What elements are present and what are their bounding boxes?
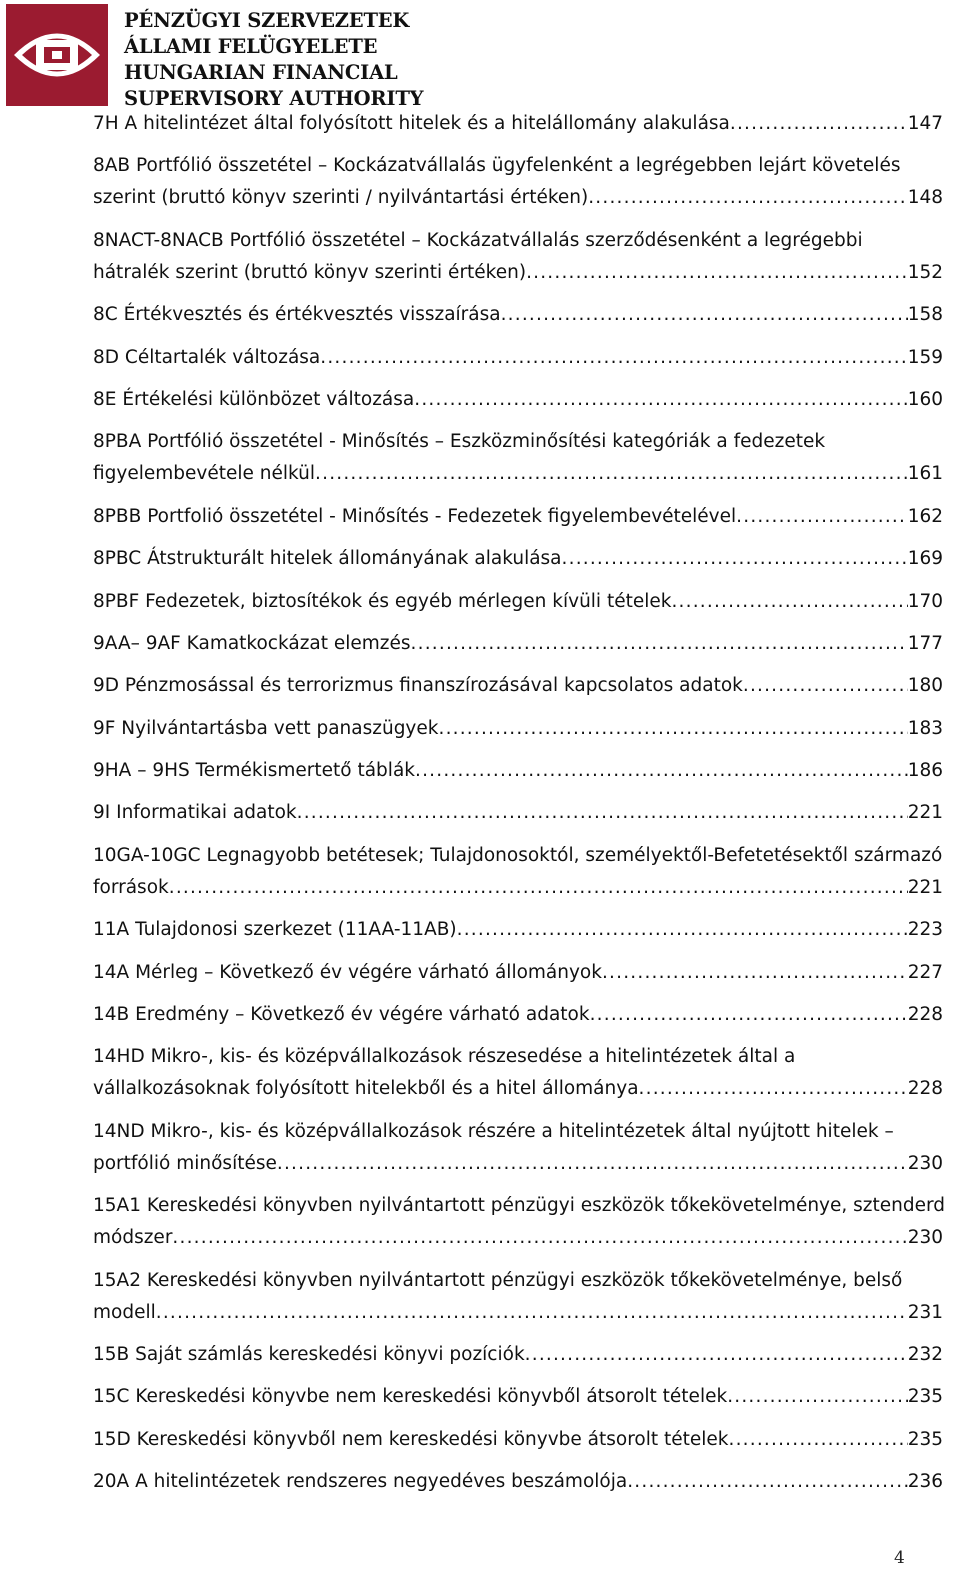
toc-entry-title-line: 8AB Portfólió összetétel – Kockázatvállalás ügyfelenként a legrégebben lejárt követelés <box>93 155 901 177</box>
toc-entry-title: szerint (bruttó könyv szerinti / nyilvántartási értéken) <box>93 187 589 209</box>
psz-emblem-icon <box>6 4 108 106</box>
toc-dot-leader <box>526 257 908 289</box>
toc-entry[interactable] <box>93 628 943 660</box>
toc-entry-title: módszer <box>93 1227 173 1249</box>
toc-entry-title: 15D Kereskedési könyvből nem kereskedési könyvbe átsorolt tételek <box>93 1428 729 1450</box>
toc-dot-leader <box>627 1466 907 1498</box>
toc-entry-title: 7H A hitelintézet által folyósított hitelek és a hitelállomány alakulása <box>93 113 730 134</box>
toc-entry-line <box>93 1466 943 1498</box>
toc-entry[interactable] <box>93 670 943 702</box>
toc-dot-leader <box>525 1339 908 1371</box>
toc-page-number: 186 <box>907 760 943 782</box>
toc-page-number: 160 <box>907 388 943 410</box>
toc-entry[interactable] <box>93 999 943 1031</box>
toc-entry[interactable] <box>93 1339 943 1371</box>
toc-entry[interactable] <box>93 1424 943 1456</box>
toc-entry-title: 14B Eredmény – Következő év végére várható adatok <box>93 1004 590 1026</box>
toc-entry[interactable] <box>93 108 943 140</box>
page-header <box>6 4 466 108</box>
toc-entry-title: 11A Tulajdonosi szerkezet (11AA-11AB) <box>93 919 457 941</box>
toc-entry-title: források <box>93 876 169 898</box>
toc-page-number: 152 <box>907 261 943 283</box>
toc-entry[interactable] <box>93 914 943 946</box>
toc-entry-title: figyelembevétele nélkül <box>93 463 316 485</box>
toc-dot-leader <box>277 1148 908 1180</box>
toc-entry-line <box>93 1381 943 1413</box>
toc-entry-title-line: 15A1 Kereskedési könyvben nyilvántartott pénzügyi eszközök tőkekövetelménye, sztenderd <box>93 1195 946 1217</box>
toc-entry-line <box>93 299 943 331</box>
toc-dot-leader <box>639 1073 908 1105</box>
toc-entry-line <box>93 1339 943 1371</box>
toc-entry-title: 8E Értékelési különbözet változása <box>93 388 415 410</box>
toc-dot-leader <box>457 914 908 946</box>
toc-entry-line <box>93 1424 943 1456</box>
toc-dot-leader <box>602 957 908 989</box>
org-name-line-1: PÉNZÜGYI SZERVEZETEK <box>124 9 410 32</box>
page-number: 4 <box>894 1548 905 1568</box>
toc-page-number: 162 <box>907 505 943 527</box>
toc-entry-line <box>93 999 943 1031</box>
toc-entry-line <box>93 384 943 416</box>
toc-entry[interactable] <box>93 1041 943 1105</box>
toc-entry[interactable] <box>93 1190 946 1254</box>
toc-page-number: 236 <box>907 1471 943 1493</box>
org-name-line-3: HUNGARIAN FINANCIAL <box>124 61 398 84</box>
toc-entry[interactable] <box>93 384 943 416</box>
toc-entry-line <box>93 914 943 946</box>
toc-entry-line <box>93 1148 943 1180</box>
toc-entry-line <box>93 182 943 214</box>
toc-entry-line <box>93 501 943 533</box>
toc-dot-leader <box>156 1297 908 1329</box>
toc-entry[interactable] <box>93 543 943 575</box>
toc-entry-title: modell <box>93 1301 156 1323</box>
toc-dot-leader <box>588 182 907 214</box>
toc-entry-title: vállalkozásoknak folyósított hitelekből és a hitel állománya <box>93 1078 639 1100</box>
toc-entry-title: portfólió minősítése <box>93 1152 277 1174</box>
toc-page-number: 227 <box>907 961 943 983</box>
toc-entry-title: 9F Nyilvántartásba vett panaszügyek <box>93 717 439 739</box>
toc-entry-line <box>93 458 943 490</box>
toc-entry-title-line: 8NACT-8NACB Portfólió összetétel – Kockázatvállalás szerződésenként a legrégebbi <box>93 229 863 251</box>
toc-entry-line <box>93 755 943 787</box>
table-of-contents <box>93 108 946 1509</box>
toc-entry-line <box>93 543 943 575</box>
toc-entry-title: 9I Informatikai adatok <box>93 802 297 824</box>
toc-entry-line <box>93 108 943 140</box>
toc-page-number: 177 <box>907 632 943 654</box>
toc-page-number: 221 <box>907 876 943 898</box>
toc-dot-leader <box>590 999 908 1031</box>
toc-entry-title: 9D Pénzmosással és terrorizmus finanszírozásával kapcsolatos adatok <box>93 675 743 697</box>
toc-page-number: 183 <box>907 717 943 739</box>
toc-page-number: 230 <box>907 1227 943 1249</box>
toc-dot-leader <box>320 342 907 374</box>
toc-entry-title-line: 15A2 Kereskedési könyvben nyilvántartott pénzügyi eszközök tőkekövetelménye, belső <box>93 1269 903 1291</box>
toc-entry-line <box>93 713 943 745</box>
toc-dot-leader <box>671 586 907 618</box>
toc-page-number: 170 <box>907 590 943 612</box>
toc-entry-line <box>93 1297 943 1329</box>
toc-entry-title: 8PBF Fedezetek, biztosítékok és egyéb mérlegen kívüli tételek <box>93 590 672 612</box>
toc-entry-title: 8C Értékvesztés és értékvesztés visszaírása <box>93 304 501 326</box>
toc-entry-title: 8D Céltartalék változása <box>93 346 321 368</box>
toc-page-number: 228 <box>907 1004 943 1026</box>
toc-entry[interactable] <box>93 150 943 214</box>
toc-dot-leader <box>297 797 908 829</box>
organization-name <box>124 8 464 112</box>
toc-entry[interactable] <box>93 1466 943 1498</box>
toc-entry[interactable] <box>93 426 943 490</box>
toc-entry[interactable] <box>93 755 943 787</box>
toc-dot-leader <box>415 755 908 787</box>
toc-entry[interactable] <box>93 501 943 533</box>
toc-entry-title: 9HA – 9HS Termékismertető táblák <box>93 760 415 782</box>
toc-dot-leader <box>315 458 908 490</box>
toc-entry[interactable] <box>93 586 943 618</box>
org-name-line-4: SUPERVISORY AUTHORITY <box>124 87 424 110</box>
toc-dot-leader <box>411 628 908 660</box>
toc-page-number: 231 <box>907 1301 943 1323</box>
toc-entry-line <box>93 797 943 829</box>
toc-entry[interactable] <box>93 1116 943 1180</box>
toc-entry[interactable] <box>93 840 943 904</box>
toc-dot-leader <box>729 1424 908 1456</box>
toc-entry-title-line: 14HD Mikro-, kis- és középvállalkozások részesedése a hitelintézetek által a <box>93 1046 796 1068</box>
toc-entry-title: 9AA– 9AF Kamatkockázat elemzés <box>93 632 411 654</box>
org-name-line-2: ÁLLAMI FELÜGYELETE <box>124 35 378 58</box>
toc-page-number: 147 <box>907 113 943 134</box>
toc-page-number: 161 <box>907 463 943 485</box>
toc-entry[interactable] <box>93 342 943 374</box>
toc-entry-title: 8PBB Portfolió összetétel - Minősítés - Fedezetek figyelembevételével <box>93 505 737 527</box>
toc-page-number: 158 <box>907 304 943 326</box>
toc-entry[interactable] <box>93 225 943 289</box>
toc-page-number: 221 <box>907 802 943 824</box>
toc-entry-line <box>93 1073 943 1105</box>
toc-dot-leader <box>438 713 907 745</box>
toc-entry-title: 15C Kereskedési könyvbe nem kereskedési könyvből átsorolt tételek <box>93 1386 728 1408</box>
psz-logo <box>6 4 108 106</box>
toc-page-number: 228 <box>907 1078 943 1100</box>
toc-entry-title: 15B Saját számlás kereskedési könyvi pozíciók <box>93 1343 525 1365</box>
toc-dot-leader <box>172 1222 907 1254</box>
toc-entry[interactable] <box>93 299 943 331</box>
toc-entry[interactable] <box>93 713 943 745</box>
toc-dot-leader <box>169 872 908 904</box>
toc-dot-leader <box>743 670 908 702</box>
toc-dot-leader <box>727 1381 908 1413</box>
toc-entry-title-line: 8PBA Portfólió összetétel - Minősítés – Eszközminősítési kategóriák a fedezetek <box>93 431 826 453</box>
toc-entry-line <box>93 1222 943 1254</box>
toc-page-number: 180 <box>907 675 943 697</box>
toc-entry-title: hátralék szerint (bruttó könyv szerinti értéken) <box>93 261 527 283</box>
toc-page-number: 223 <box>907 919 943 941</box>
toc-entry[interactable] <box>93 1381 943 1413</box>
toc-entry-line <box>93 872 943 904</box>
toc-entry[interactable] <box>93 797 943 829</box>
toc-page-number: 159 <box>907 346 943 368</box>
toc-page-number: 232 <box>907 1343 943 1365</box>
toc-entry-title: 8PBC Átstrukturált hitelek állományának alakulása <box>93 548 562 570</box>
toc-entry-title-line: 10GA-10GC Legnagyobb betétesek; Tulajdonosoktól, személyektől-Befetetésektől származó <box>93 844 943 866</box>
toc-entry[interactable] <box>93 1265 943 1329</box>
toc-page-number: 235 <box>907 1386 943 1408</box>
toc-page-number: 148 <box>907 187 943 209</box>
toc-dot-leader <box>736 501 908 533</box>
toc-entry-line <box>93 342 943 374</box>
toc-entry-title-line: 14ND Mikro-, kis- és középvállalkozások részére a hitelintézetek által nyújtott hitelek – <box>93 1120 894 1142</box>
toc-entry-line <box>93 257 943 289</box>
toc-dot-leader <box>501 299 908 331</box>
toc-dot-leader <box>730 108 908 140</box>
toc-entry[interactable] <box>93 957 943 989</box>
toc-dot-leader <box>414 384 907 416</box>
toc-entry-line <box>93 670 943 702</box>
toc-page-number: 235 <box>907 1428 943 1450</box>
toc-dot-leader <box>562 543 908 575</box>
toc-entry-line <box>93 957 943 989</box>
toc-entry-line <box>93 586 943 618</box>
toc-entry-line <box>93 628 943 660</box>
toc-entry-title: 20A A hitelintézetek rendszeres negyedéves beszámolója <box>93 1471 628 1493</box>
toc-page-number: 230 <box>907 1152 943 1174</box>
toc-entry-title: 14A Mérleg – Következő év végére várható állományok <box>93 961 602 983</box>
toc-page-number: 169 <box>907 548 943 570</box>
